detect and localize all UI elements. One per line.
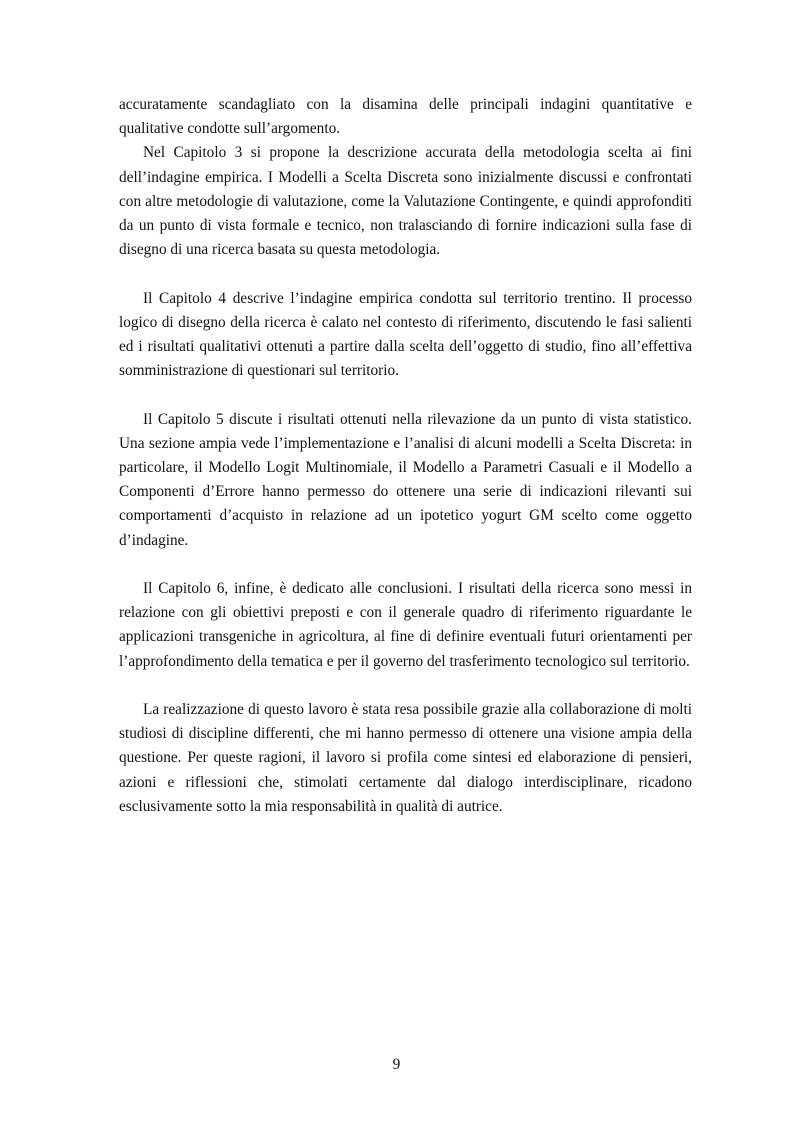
paragraph-chapter-4: Il Capitolo 4 descrive l’indagine empirica condotta sul territorio trentino. Il processo logico di disegno della ricerca è calato nel contesto di riferimento, discutendo le fasi salienti ed i risultati qualitativi ottenuti a partire dalla scelta dell’oggetto di studio, fino all’effettiva somministrazione di questionari sul territorio. [119, 289, 692, 380]
paragraph-chapter-6: Il Capitolo 6, infine, è dedicato alle conclusioni. I risultati della ricerca sono messi in relazione con gli obiettivi preposti e con il generale quadro di riferimento riguardante le applicazioni transgeniche in agricoltura, al fine di definire eventuali futuri orientamenti per l’approfondimento della tematica e per il governo del trasferimento tecnologico sul territorio. [119, 580, 692, 670]
body-text [119, 93, 692, 819]
page-number: 9 [392, 1056, 401, 1073]
paragraph-chapter-3: Nel Capitolo 3 si propone la descrizione accurata della metodologia scelta ai fini dell’indagine empirica. I Modelli a Scelta Discreta sono inizialmente discussi e confrontati con altre metodologie di valutazione, come la Valutazione Contingente, e quindi approfonditi da un punto di vista formale e tecnico, non tralasciando di fornire indicazioni sulla fase di disegno di una ricerca basata su questa metodologia. [119, 144, 692, 259]
paragraph-acknowledgement: La realizzazione di questo lavoro è stata resa possibile grazie alla collaborazione di molti studiosi di discipline differenti, che mi hanno permesso di ottenere una visione ampia della questione. Per queste ragioni, il lavoro si profila come sintesi ed elaborazione di pensieri, azioni e riflessioni che, stimolati certamente dal dialogo interdisciplinare, ricadono esclusivamente sotto la mia responsabilità in qualità di autrice. [119, 701, 692, 815]
paragraph-continuation: accuratamente scandagliato con la disamina delle principali indagini quantitative e qualitative condotte sull’argomento. [119, 96, 692, 138]
paragraph-chapter-5: Il Capitolo 5 discute i risultati ottenuti nella rilevazione da un punto di vista statistico. Una sezione ampia vede l’implementazione e l’analisi di alcuni modelli a Scelta Discreta: in particolare, il Modello Logit Multinomiale, il Modello a Parametri Casuali e il Modello a Componenti d’Errore hanno permesso do ottenere una serie di indicazioni rilevanti sui comportamenti d’acquisto in relazione ad un ipotetico yogurt GM scelto come oggetto d’indagine. [119, 410, 692, 549]
